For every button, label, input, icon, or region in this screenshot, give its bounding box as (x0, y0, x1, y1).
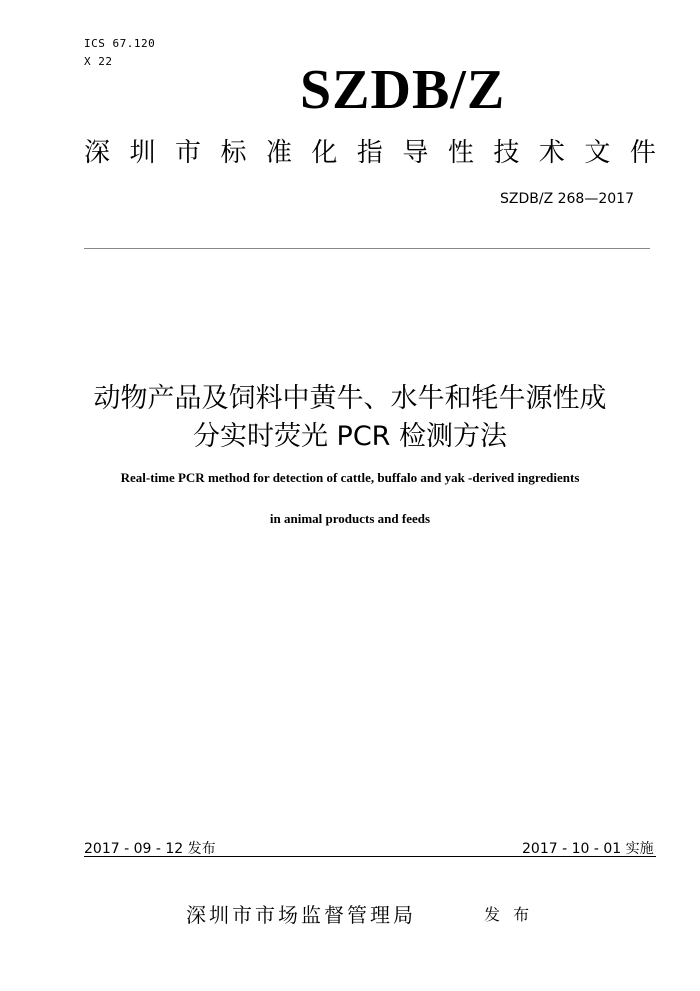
publish-date: 2017 - 09 - 12 发布 (84, 841, 216, 857)
implement-date: 2017 - 10 - 01 实施 (522, 841, 654, 857)
doc-type-char: 件 (629, 138, 656, 168)
english-title-line-1: Real-time PCR method for detection of cattle, buffalo and yak -derived ingredients (120, 470, 580, 485)
chinese-title-line-2: 分实时荧光 PCR 检测方法 (192, 421, 508, 452)
english-title-line-2: in animal products and feeds (269, 511, 431, 526)
header-divider (84, 248, 650, 249)
chinese-title (40, 380, 660, 456)
doc-type-char: 化 (311, 138, 338, 168)
ics-code: ICS 67.120 (84, 37, 156, 50)
document-type (84, 136, 656, 170)
doc-type-char: 导 (402, 138, 429, 168)
chinese-title-line-1: 动物产品及饲料中黄牛、水牛和牦牛源性成 (93, 383, 607, 414)
doc-type-char: 圳 (129, 138, 156, 168)
doc-type-char: 准 (265, 138, 292, 168)
doc-type-char: 标 (220, 138, 247, 168)
standard-brand: SZDB/Z (300, 59, 506, 121)
doc-type-char: 技 (493, 138, 520, 168)
doc-type-char: 术 (538, 138, 565, 168)
doc-type-char: 市 (174, 138, 201, 168)
issuing-authority: 深圳市市场监督管理局 (186, 903, 416, 927)
classification-code: X 22 (84, 55, 113, 68)
footer-divider (84, 856, 656, 857)
doc-type-char: 指 (356, 138, 383, 168)
doc-type-char: 文 (584, 138, 611, 168)
doc-type-char: 性 (447, 138, 474, 168)
issue-label: 发 布 (484, 905, 534, 924)
standard-number: SZDB/Z 268—2017 (500, 191, 634, 207)
doc-type-char: 深 (84, 138, 111, 168)
